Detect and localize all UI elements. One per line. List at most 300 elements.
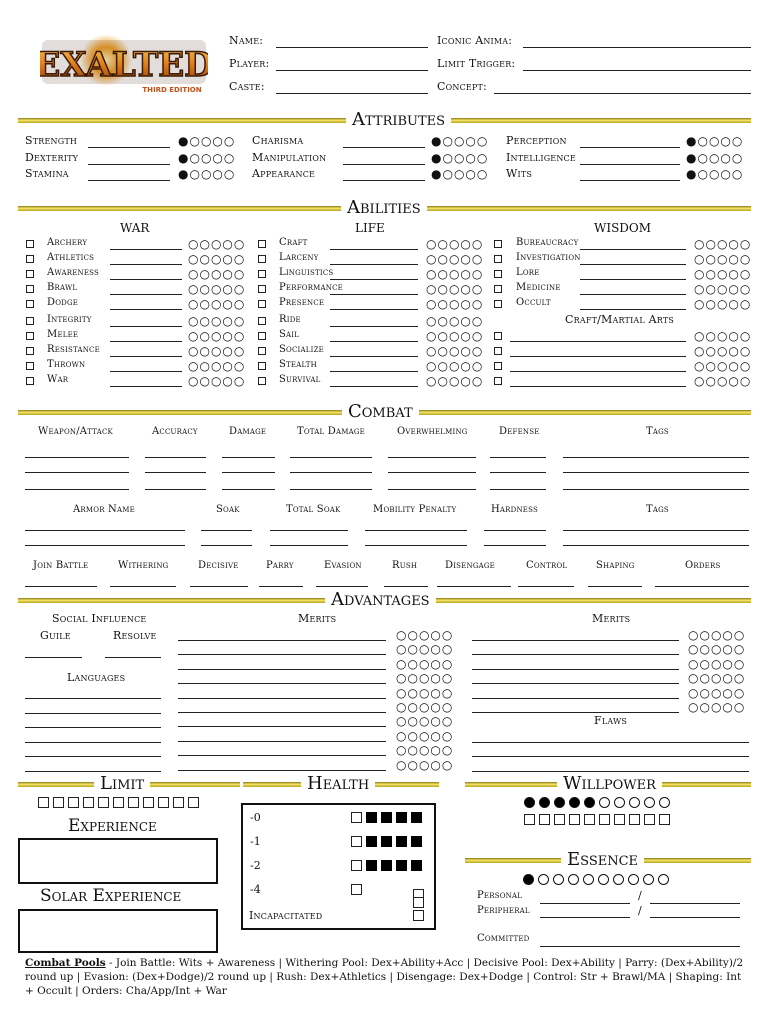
pool-header-8: Shaping — [596, 560, 635, 571]
weapon-cell-1-5[interactable] — [490, 472, 546, 473]
wisdom-label-medicine: Medicine — [516, 282, 561, 293]
merit-field-b-0[interactable] — [472, 640, 679, 641]
war-dots-thrown[interactable]: ○○○○○ — [188, 359, 246, 373]
weapon-cell-1-6[interactable] — [563, 472, 749, 473]
armor-header-5: Tags — [646, 504, 669, 515]
combat-pools-footer — [25, 956, 750, 998]
war-field-thrown[interactable] — [110, 371, 182, 372]
attribute-dots-strength[interactable]: ●○○○○ — [178, 134, 236, 148]
attribute-field-dexterity[interactable] — [88, 164, 170, 165]
craft-ma-dots-4[interactable]: ○○○○○ — [694, 374, 752, 388]
wisdom-field-investigation[interactable] — [580, 264, 686, 265]
war-favored-awareness[interactable] — [26, 270, 34, 278]
merit-field-b-2[interactable] — [472, 669, 679, 670]
concept-field[interactable] — [494, 93, 751, 94]
wisdom-favored-investigation[interactable] — [494, 255, 502, 263]
committed-label: Committed — [477, 933, 530, 944]
armor-header-4: Hardness — [491, 504, 538, 515]
merit-dots-b-5[interactable]: ○○○○○ — [688, 700, 746, 714]
solar-experience-box[interactable] — [18, 909, 218, 953]
weapon-cell-0-0[interactable] — [25, 457, 129, 458]
merit-dots-a-8[interactable]: ○○○○○ — [396, 743, 454, 758]
attribute-field-wits[interactable] — [580, 180, 680, 181]
wisdom-field-lore[interactable] — [580, 279, 686, 280]
limit-trigger-field[interactable] — [523, 70, 751, 71]
essence-title: Essence — [561, 849, 644, 871]
life-dots-performance[interactable]: ○○○○○ — [426, 282, 484, 296]
merit-dots-a-7[interactable]: ○○○○○ — [396, 728, 454, 743]
essence-dot-9[interactable] — [643, 874, 654, 885]
limit-trigger-label: Limit Trigger: — [437, 57, 516, 70]
wisdom-field-medicine[interactable] — [580, 294, 686, 295]
armor-cell-1-0[interactable] — [25, 545, 185, 546]
weapon-header-0: Weapon/Attack — [38, 426, 113, 437]
life-dots-linguistics[interactable]: ○○○○○ — [426, 267, 484, 281]
caste-field[interactable] — [276, 93, 428, 94]
craft-ma-field-4[interactable] — [510, 386, 686, 387]
weapon-cell-2-6[interactable] — [563, 489, 749, 490]
merit-field-a-2[interactable] — [178, 669, 386, 670]
life-field-survival[interactable] — [330, 386, 418, 387]
weapon-cell-2-4[interactable] — [388, 489, 476, 490]
pool-header-5: Rush — [392, 560, 418, 571]
wisdom-field-occult[interactable] — [580, 309, 686, 310]
life-favored-larceny[interactable] — [258, 255, 266, 263]
anima-field[interactable] — [523, 47, 751, 48]
language-field-3[interactable] — [25, 742, 161, 743]
willpower-box-10[interactable] — [659, 814, 670, 825]
war-label-war: War — [47, 374, 69, 385]
wisdom-dots-occult[interactable]: ○○○○○ — [694, 297, 752, 311]
war-field-integrity[interactable] — [110, 326, 182, 327]
war-field-resistance[interactable] — [110, 356, 182, 357]
health-box-2-0[interactable] — [351, 860, 362, 871]
attribute-label-appearance: Appearance — [252, 167, 316, 180]
willpower-box-6[interactable] — [599, 814, 610, 825]
war-field-melee[interactable] — [110, 341, 182, 342]
wisdom-dots-bureaucracy[interactable]: ○○○○○ — [694, 237, 752, 251]
armor-cell-1-4[interactable] — [484, 545, 546, 546]
armor-cell-0-1[interactable] — [201, 530, 252, 531]
wisdom-favored-bureaucracy[interactable] — [494, 240, 502, 248]
armor-cell-0-3[interactable] — [365, 530, 467, 531]
pool-field-7[interactable] — [518, 586, 574, 587]
essence-dot-6[interactable] — [598, 874, 609, 885]
weapon-cell-0-3[interactable] — [290, 457, 372, 458]
armor-cell-1-5[interactable] — [563, 545, 749, 546]
life-favored-presence[interactable] — [258, 300, 266, 308]
peripheral-max-field[interactable] — [650, 917, 740, 918]
merit-dots-a-3[interactable]: ○○○○○ — [396, 671, 454, 686]
health-title: Health — [301, 773, 375, 795]
life-field-craft[interactable] — [330, 249, 418, 250]
craft-ma-dots-3[interactable]: ○○○○○ — [694, 359, 752, 373]
personal-max-field[interactable] — [650, 903, 740, 904]
war-favored-melee[interactable] — [26, 332, 34, 340]
willpower-box-2[interactable] — [539, 814, 550, 825]
life-title: LIFE — [355, 221, 385, 235]
merit-dots-b-0[interactable]: ○○○○○ — [688, 628, 746, 642]
willpower-dot-1[interactable] — [524, 797, 535, 808]
war-dots-integrity[interactable]: ○○○○○ — [188, 314, 246, 328]
weapon-cell-2-5[interactable] — [490, 489, 546, 490]
life-favored-ride[interactable] — [258, 317, 266, 325]
war-dots-melee[interactable]: ○○○○○ — [188, 329, 246, 343]
pool-field-2[interactable] — [190, 586, 248, 587]
war-dots-athletics[interactable]: ○○○○○ — [188, 252, 246, 266]
flaw-field-0[interactable] — [472, 742, 749, 743]
life-dots-craft[interactable]: ○○○○○ — [426, 237, 484, 251]
health-box-1-0[interactable] — [351, 836, 362, 847]
life-dots-larceny[interactable]: ○○○○○ — [426, 252, 484, 266]
willpower-dot-9[interactable] — [644, 797, 655, 808]
health-box-0-0[interactable] — [351, 812, 362, 823]
willpower-dot-6[interactable] — [599, 797, 610, 808]
abilities-banner — [18, 198, 751, 220]
war-dots-resistance[interactable]: ○○○○○ — [188, 344, 246, 358]
weapon-cell-0-5[interactable] — [490, 457, 546, 458]
essence-banner — [465, 850, 751, 872]
life-favored-linguistics[interactable] — [258, 270, 266, 278]
attribute-field-stamina[interactable] — [88, 180, 170, 181]
weapon-cell-1-4[interactable] — [388, 472, 476, 473]
flaw-field-2[interactable] — [472, 771, 749, 772]
war-title: WAR — [120, 221, 150, 235]
pool-field-1[interactable] — [110, 586, 176, 587]
merit-dots-a-6[interactable]: ○○○○○ — [396, 714, 454, 729]
life-field-sail[interactable] — [330, 341, 418, 342]
war-label-melee: Melee — [47, 329, 79, 340]
guile-label: Guile — [40, 629, 71, 642]
wisdom-title: WISDOM — [594, 221, 652, 235]
life-favored-stealth[interactable] — [258, 362, 266, 370]
merit-dots-a-4[interactable]: ○○○○○ — [396, 685, 454, 700]
armor-cell-1-1[interactable] — [201, 545, 252, 546]
wisdom-favored-medicine[interactable] — [494, 285, 502, 293]
war-favored-resistance[interactable] — [26, 347, 34, 355]
war-favored-brawl[interactable] — [26, 285, 34, 293]
merit-dots-b-1[interactable]: ○○○○○ — [688, 642, 746, 657]
war-dots-awareness[interactable]: ○○○○○ — [188, 267, 246, 281]
merit-field-a-3[interactable] — [178, 683, 386, 684]
war-field-dodge[interactable] — [110, 309, 182, 310]
language-field-1[interactable] — [25, 713, 161, 714]
limit-box-10[interactable] — [173, 797, 184, 808]
pool-field-9[interactable] — [655, 586, 749, 587]
war-label-thrown: Thrown — [47, 359, 86, 370]
limit-box-6[interactable] — [113, 797, 124, 808]
willpower-box-7[interactable] — [614, 814, 625, 825]
attribute-field-strength[interactable] — [88, 147, 170, 148]
flaws-label: Flaws — [594, 714, 628, 727]
personal-field[interactable] — [540, 903, 630, 904]
craft-ma-dots-1[interactable]: ○○○○○ — [694, 329, 752, 343]
wisdom-label-investigation: Investigation — [516, 252, 581, 263]
willpower-box-1[interactable] — [524, 814, 535, 825]
concept-label: Concept: — [437, 80, 487, 93]
war-dots-brawl[interactable]: ○○○○○ — [188, 282, 246, 296]
essence-dot-4[interactable] — [568, 874, 579, 885]
willpower-box-5[interactable] — [584, 814, 595, 825]
limit-box-11[interactable] — [188, 797, 199, 808]
war-favored-athletics[interactable] — [26, 255, 34, 263]
pool-field-6[interactable] — [437, 586, 511, 587]
health-level-label-0: -0 — [250, 811, 261, 824]
armor-cell-0-5[interactable] — [563, 530, 749, 531]
peripheral-label: Peripheral — [477, 905, 530, 916]
limit-banner — [18, 774, 240, 796]
war-favored-thrown[interactable] — [26, 362, 34, 370]
merit-dots-a-2[interactable]: ○○○○○ — [396, 656, 454, 671]
wisdom-dots-investigation[interactable]: ○○○○○ — [694, 252, 752, 266]
life-field-socialize[interactable] — [330, 356, 418, 357]
limit-box-2[interactable] — [53, 797, 64, 808]
war-field-war[interactable] — [110, 386, 182, 387]
merit-dots-b-3[interactable]: ○○○○○ — [688, 671, 746, 686]
pool-field-5[interactable] — [384, 586, 428, 587]
craft-ma-favored-2[interactable] — [494, 347, 502, 355]
willpower-box-8[interactable] — [629, 814, 640, 825]
incapacitated-box[interactable] — [413, 910, 424, 921]
war-field-archery[interactable] — [110, 249, 182, 250]
merit-field-a-0[interactable] — [178, 640, 386, 641]
armor-cell-1-3[interactable] — [365, 545, 467, 546]
limit-box-4[interactable] — [83, 797, 94, 808]
attribute-dots-dexterity[interactable]: ●○○○○ — [178, 150, 236, 165]
weapon-cell-2-0[interactable] — [25, 489, 129, 490]
life-dots-sail[interactable]: ○○○○○ — [426, 329, 484, 343]
health-level-label-2: -2 — [250, 859, 261, 872]
weapon-cell-0-4[interactable] — [388, 457, 476, 458]
merit-field-a-8[interactable] — [178, 755, 386, 756]
attribute-field-charisma[interactable] — [343, 147, 425, 148]
limit-box-1[interactable] — [38, 797, 49, 808]
limit-box-8[interactable] — [143, 797, 154, 808]
willpower-dot-4[interactable] — [569, 797, 580, 808]
pool-header-2: Decisive — [198, 560, 239, 571]
willpower-box-9[interactable] — [644, 814, 655, 825]
merit-dots-a-1[interactable]: ○○○○○ — [396, 642, 454, 657]
attribute-label-perception: Perception — [506, 134, 567, 147]
language-field-2[interactable] — [25, 727, 161, 728]
pool-header-7: Control — [526, 560, 568, 571]
war-favored-integrity[interactable] — [26, 317, 34, 325]
weapon-cell-0-2[interactable] — [222, 457, 275, 458]
attribute-dots-perception[interactable]: ●○○○○ — [686, 134, 744, 148]
essence-dot-8[interactable] — [628, 874, 639, 885]
pool-field-0[interactable] — [25, 586, 97, 587]
peripheral-slash: / — [638, 904, 642, 917]
weapon-cell-1-2[interactable] — [222, 472, 275, 473]
merit-dots-a-5[interactable]: ○○○○○ — [396, 700, 454, 714]
essence-dot-1[interactable] — [523, 874, 534, 885]
weapon-cell-2-1[interactable] — [145, 489, 206, 490]
merit-dots-a-9[interactable]: ○○○○○ — [396, 757, 454, 772]
craft-ma-field-1[interactable] — [510, 341, 686, 342]
life-dots-presence[interactable]: ○○○○○ — [426, 297, 484, 311]
combat-pools-text: - Join Battle: Wits + Awareness | Withering Pool: Dex+Ability+Acc | Decisive Pool: Dex+Ability | Parry: (Dex+Ability)/2 round up | Evasion: (Dex+Dodge)/2 round up | Rush: Dex+Athletics | Disengage: Dex+Dodge | Control: Str + Brawl/MA | Shaping: Int + Occult | Orders: Cha/App/Int + War — [25, 957, 744, 997]
weapon-cell-1-0[interactable] — [25, 472, 129, 473]
merit-field-a-7[interactable] — [178, 741, 386, 742]
merit-field-a-1[interactable] — [178, 654, 386, 655]
attribute-dots-appearance[interactable]: ●○○○○ — [431, 167, 489, 181]
health-box-filled-2-3 — [411, 860, 422, 871]
armor-cell-1-2[interactable] — [270, 545, 348, 546]
weapon-cell-2-2[interactable] — [222, 489, 275, 490]
attribute-field-manipulation[interactable] — [343, 164, 425, 165]
essence-dot-5[interactable] — [583, 874, 594, 885]
life-favored-survival[interactable] — [258, 377, 266, 385]
pool-field-8[interactable] — [588, 586, 642, 587]
war-favored-archery[interactable] — [26, 240, 34, 248]
life-favored-craft[interactable] — [258, 240, 266, 248]
pool-header-6: Disengage — [445, 560, 495, 571]
merit-field-a-9[interactable] — [178, 770, 386, 771]
advantages-title: Advantages — [325, 589, 436, 611]
logo-word: EXALTED — [40, 45, 208, 85]
willpower-dot-2[interactable] — [539, 797, 550, 808]
war-dots-dodge[interactable]: ○○○○○ — [188, 297, 246, 311]
life-field-presence[interactable] — [330, 309, 418, 310]
craft-ma-favored-4[interactable] — [494, 377, 502, 385]
life-field-linguistics[interactable] — [330, 279, 418, 280]
life-favored-performance[interactable] — [258, 285, 266, 293]
wisdom-dots-medicine[interactable]: ○○○○○ — [694, 282, 752, 296]
armor-header-0: Armor Name — [73, 504, 135, 515]
craft-ma-field-3[interactable] — [510, 371, 686, 372]
merit-dots-b-4[interactable]: ○○○○○ — [688, 685, 746, 700]
limit-box-5[interactable] — [98, 797, 109, 808]
health-box-3-0[interactable] — [351, 884, 362, 895]
peripheral-field[interactable] — [540, 917, 630, 918]
life-field-ride[interactable] — [330, 326, 418, 327]
life-dots-survival[interactable]: ○○○○○ — [426, 374, 484, 388]
life-favored-socialize[interactable] — [258, 347, 266, 355]
life-dots-ride[interactable]: ○○○○○ — [426, 314, 484, 328]
willpower-box-3[interactable] — [554, 814, 565, 825]
armor-cell-0-2[interactable] — [270, 530, 348, 531]
flaw-field-1[interactable] — [472, 756, 749, 757]
merit-field-b-3[interactable] — [472, 683, 679, 684]
merit-field-a-4[interactable] — [178, 698, 386, 699]
anima-label: Iconic Anima: — [437, 34, 513, 47]
willpower-dot-7[interactable] — [614, 797, 625, 808]
attribute-dots-charisma[interactable]: ●○○○○ — [431, 134, 489, 148]
craft-ma-favored-1[interactable] — [494, 332, 502, 340]
craft-ma-dots-2[interactable]: ○○○○○ — [694, 344, 752, 358]
name-field[interactable] — [276, 47, 428, 48]
war-favored-dodge[interactable] — [26, 300, 34, 308]
attribute-dots-manipulation[interactable]: ●○○○○ — [431, 150, 489, 165]
attribute-field-intelligence[interactable] — [580, 164, 680, 165]
war-field-awareness[interactable] — [110, 279, 182, 280]
willpower-box-4[interactable] — [569, 814, 580, 825]
language-field-4[interactable] — [25, 756, 161, 757]
life-label-ride: Ride — [279, 314, 301, 325]
life-dots-stealth[interactable]: ○○○○○ — [426, 359, 484, 373]
war-label-archery: Archery — [47, 237, 88, 248]
wisdom-favored-occult[interactable] — [494, 300, 502, 308]
war-favored-war[interactable] — [26, 377, 34, 385]
player-field[interactable] — [276, 70, 428, 71]
attribute-label-dexterity: Dexterity — [25, 150, 79, 164]
war-dots-archery[interactable]: ○○○○○ — [188, 237, 246, 251]
wisdom-favored-lore[interactable] — [494, 270, 502, 278]
weapon-cell-0-6[interactable] — [563, 457, 749, 458]
life-dots-socialize[interactable]: ○○○○○ — [426, 344, 484, 358]
weapon-cell-1-3[interactable] — [290, 472, 372, 473]
merit-field-b-5[interactable] — [472, 712, 679, 713]
limit-box-7[interactable] — [128, 797, 139, 808]
attribute-field-appearance[interactable] — [343, 180, 425, 181]
weapon-cell-2-3[interactable] — [290, 489, 372, 490]
resolve-field[interactable] — [105, 657, 161, 658]
health-box-minus4[interactable] — [413, 897, 424, 908]
attribute-dots-wits[interactable]: ●○○○○ — [686, 167, 744, 181]
limit-box-9[interactable] — [158, 797, 169, 808]
merit-field-a-6[interactable] — [178, 726, 386, 727]
attribute-dots-intelligence[interactable]: ●○○○○ — [686, 150, 744, 165]
guile-field[interactable] — [25, 657, 82, 658]
attribute-field-perception[interactable] — [580, 147, 680, 148]
pool-field-4[interactable] — [316, 586, 368, 587]
willpower-dot-5[interactable] — [584, 797, 595, 808]
craft-ma-field-2[interactable] — [510, 356, 686, 357]
life-label-larceny: Larceny — [279, 252, 319, 263]
essence-dot-7[interactable] — [613, 874, 624, 885]
essence-dot-3[interactable] — [553, 874, 564, 885]
willpower-dot-10[interactable] — [659, 797, 670, 808]
armor-cell-0-4[interactable] — [484, 530, 546, 531]
life-favored-sail[interactable] — [258, 332, 266, 340]
life-label-craft: Craft — [279, 237, 308, 248]
merit-field-a-5[interactable] — [178, 712, 386, 713]
war-dots-war[interactable]: ○○○○○ — [188, 374, 246, 388]
language-field-5[interactable] — [25, 771, 161, 772]
weapon-cell-0-1[interactable] — [145, 457, 206, 458]
merit-field-b-1[interactable] — [472, 654, 679, 655]
languages-label: Languages — [67, 671, 126, 684]
life-field-stealth[interactable] — [330, 371, 418, 372]
war-field-brawl[interactable] — [110, 294, 182, 295]
wisdom-label-bureaucracy: Bureaucracy — [516, 237, 579, 248]
limit-box-3[interactable] — [68, 797, 79, 808]
essence-dot-10[interactable] — [658, 874, 669, 885]
merit-dots-a-0[interactable]: ○○○○○ — [396, 628, 454, 642]
language-field-0[interactable] — [25, 698, 161, 699]
experience-box[interactable] — [18, 838, 218, 884]
wisdom-dots-lore[interactable]: ○○○○○ — [694, 267, 752, 281]
merit-field-b-4[interactable] — [472, 698, 679, 699]
war-field-athletics[interactable] — [110, 264, 182, 265]
willpower-dot-3[interactable] — [554, 797, 565, 808]
weapon-cell-1-1[interactable] — [145, 472, 206, 473]
attribute-dots-stamina[interactable]: ●○○○○ — [178, 167, 236, 181]
craft-ma-favored-3[interactable] — [494, 362, 502, 370]
attribute-label-charisma: Charisma — [252, 134, 304, 147]
armor-cell-0-0[interactable] — [25, 530, 185, 531]
merit-dots-b-2[interactable]: ○○○○○ — [688, 656, 746, 671]
essence-dot-2[interactable] — [538, 874, 549, 885]
health-box-filled-0-3 — [411, 812, 422, 823]
craft-martial-label: Craft/Martial Arts — [565, 313, 675, 326]
life-field-performance[interactable] — [330, 294, 418, 295]
pool-field-3[interactable] — [259, 586, 303, 587]
life-field-larceny[interactable] — [330, 264, 418, 265]
wisdom-field-bureaucracy[interactable] — [580, 249, 686, 250]
committed-field[interactable] — [540, 946, 740, 947]
willpower-dot-8[interactable] — [629, 797, 640, 808]
